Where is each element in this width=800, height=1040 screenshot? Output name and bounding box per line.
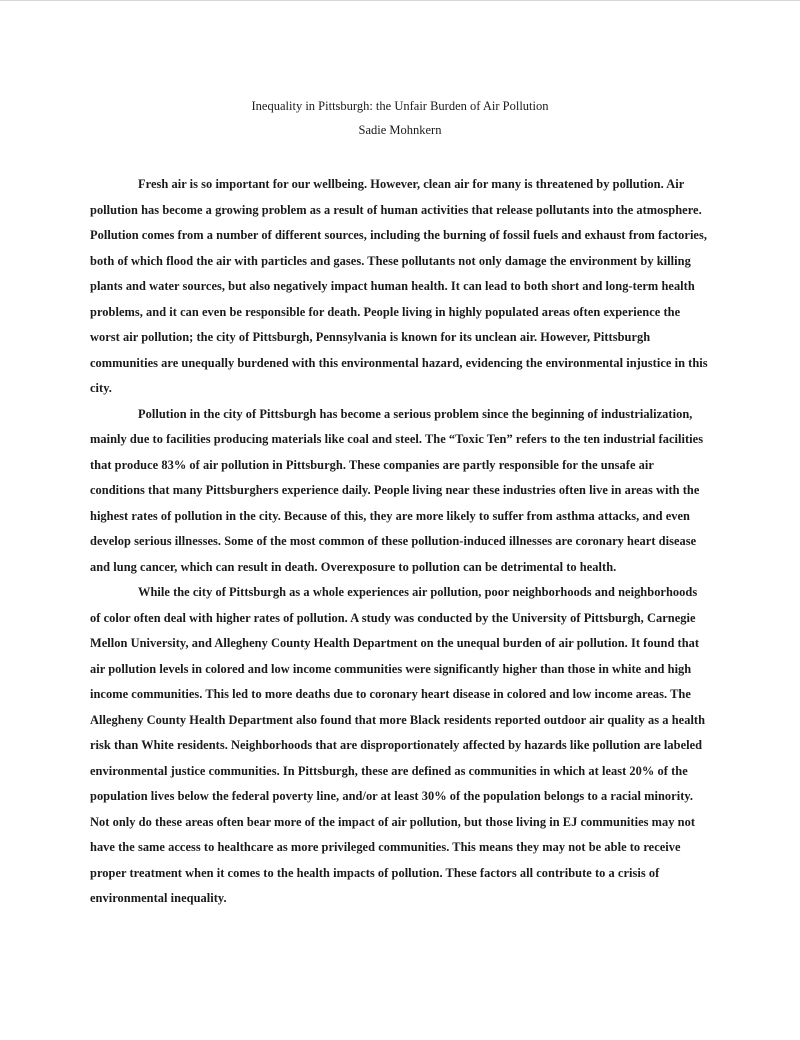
paragraph-3: While the city of Pittsburgh as a whole experiences air pollution, poor neighborhoods and neighborhoods of color often deal with higher rates of pollution. A study was conducted by the University of Pittsburgh, Carnegie Mellon University, and Allegheny County Health Department on the unequal burden of air pollution. It found that air pollution levels in colored and low income communities were significantly higher than those in white and high income communities. This led to more deaths due to coronary heart disease in colored and low income areas. The Allegheny County Health Department also found that more Black residents reported outdoor air quality as a health risk than White residents. Neighborhoods that are disproportionately affected by hazards like pollution are labeled environmental justice communities. In Pittsburgh, these are defined as communities in which at least 20% of the population lives below the federal poverty line, and/or at least 30% of the population belongs to a racial minority. Not only do these areas often bear more of the impact of air pollution, but those living in EJ communities may not have the same access to healthcare as more privileged communities. This means they may not be able to receive proper treatment when it comes to the health impacts of pollution. These factors all contribute to a crisis of environmental inequality.: [90, 585, 706, 905]
document-header: [0, 94, 800, 142]
document-title: Inequality in Pittsburgh: the Unfair Burden of Air Pollution: [251, 99, 549, 113]
paragraph-2: Pollution in the city of Pittsburgh has become a serious problem since the beginning of industrialization, mainly due to facilities producing materials like coal and steel. The “Toxic Ten” refers to the ten industrial facilities that produce 83% of air pollution in Pittsburgh. These companies are partly responsible for the unsafe air conditions that many Pittsburghers experience daily. People living near these industries often live in areas with the highest rates of pollution in the city. Because of this, they are more likely to suffer from asthma attacks, and even develop serious illnesses. Some of the most common of these pollution-induced illnesses are coronary heart disease and lung cancer, which can result in death. Overexposure to pollution can be detrimental to health.: [90, 406, 704, 574]
paragraph-1: Fresh air is so important for our wellbeing. However, clean air for many is threatened by pollution. Air pollution has become a growing problem as a result of human activities that release pollutants into the atmosphere. Pollution comes from a number of different sources, including the burning of fossil fuels and exhaust from factories, both of which flood the air with particles and gases. These pollutants not only damage the environment by killing plants and water sources, but also negatively impact human health. It can lead to both short and long-term health problems, and it can even be responsible for death. People living in highly populated areas often experience the worst air pollution; the city of Pittsburgh, Pennsylvania is known for its unclean air. However, Pittsburgh communities are unequally burdened with this environmental hazard, evidencing the environmental injustice in this city.: [90, 177, 708, 395]
document-body: [90, 172, 710, 912]
document-author: Sadie Mohnkern: [358, 123, 442, 137]
